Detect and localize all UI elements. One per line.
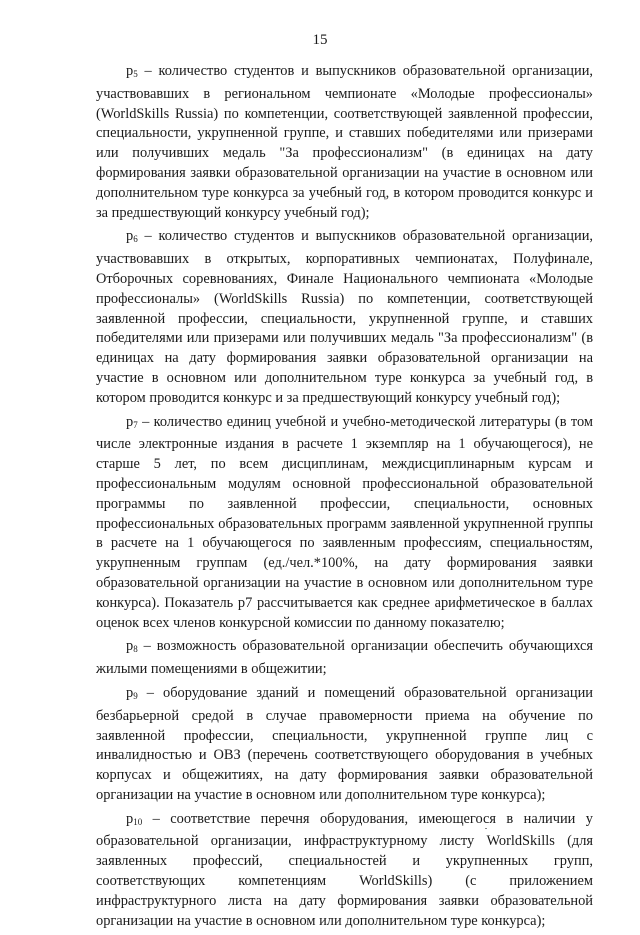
criterion-symbol: p: [126, 810, 134, 827]
criterion-p10: [96, 810, 593, 932]
criterion-symbol: p: [126, 228, 134, 245]
criterion-p5: [96, 62, 593, 223]
criterion-index: 7: [133, 419, 138, 430]
criterion-symbol: p: [126, 684, 134, 701]
criterion-p9: [96, 684, 593, 806]
criterion-p8: [96, 637, 593, 680]
criterion-symbol: p: [126, 63, 134, 79]
criterion-index: 9: [133, 690, 138, 701]
criterion-p6: [96, 227, 593, 408]
criterion-text: – количество единиц учебной и учебно-методической литературы (в том числе электронные издания в расчете 1 экземпляр на 1 обучающегося), не старше 5 лет, по всем дисциплинам, междисциплинарным курсам и профессиональным модулям основной профессиональной образовательной программы по заявленной профессии, специальности, основных профессиональных образовательных программ заявленной укрупненной группы в расчете на 1 обучающегося по заявленным профессиям, специальностям, укрупненным группам (ед./чел.*100%, на дату формирования заявки образовательной организации на участие в основном или дополнительном туре конкурса). Показатель p7 рассчитывается как среднее арифметическое в баллах оценок всех членов конкурсной комиссии по данному показателю;: [96, 413, 593, 631]
document-body: [96, 62, 593, 935]
criterion-text: – количество студентов и выпускников образовательной организации, участвовавших в открытых, корпоративных чемпионатах, Полуфинале, Отборочных соревнованиях, Финале Национального чемпионата «Молодые профессионалы» (WorldSkills Russia) по компетенции, соответствующей заявленной профессии, специальности, укрупненной группе, и ставших победителями или призерами или получивших медаль "За профессионализм" (в единицах на дату формирования заявки образовательной организации на участие в основном или дополнительном туре конкурса за учебный год, в котором проводится конкурс и за предшествующий конкурсу учебный год);: [96, 228, 593, 406]
criterion-index: 6: [133, 234, 138, 245]
criterion-index: 5: [133, 69, 138, 79]
scan-speck: [485, 828, 487, 829]
criterion-text: – количество студентов и выпускников образовательной организации, участвовавших в региональном чемпионате «Молодые профессионалы» (WorldSkills Russia) по компетенции, соответствующей заявленной профессии, специальности, укрупненной группе, и ставших победителями или призерами или получивших медаль "За профессионализм" (в единицах на дату формирования заявки образовательной организации на участие в основном или дополнительном туре конкурса за учебный год, в котором проводится конкурс и за предшествующий конкурсу учебный год);: [96, 63, 593, 221]
criterion-symbol: p: [126, 638, 134, 655]
criterion-text: – оборудование зданий и помещений образовательной организации безбарьерной средой в случае правомерности приема на обучение по заявленной профессии, специальности, укрупненной группе лиц с инвалидностью и ОВЗ (перечень соответствующего оборудования в учебных корпусах и общежитиях, на дату формирования заявки образовательной организации на участие в основном или дополнительном туре конкурса);: [96, 684, 593, 803]
criterion-index: 8: [133, 644, 138, 655]
criterion-text: – соответствие перечня оборудования, имеющегося в наличии у образовательной организации, инфраструктурному листу WorldSkills (для заявленных профессий, специальностей и укрупненных групп, соответствующих компетенциям WorldSkills) (с приложением инфраструктурного листа на дату формирования заявки образовательной организации на участие в основном или дополнительном туре конкурса);: [96, 810, 593, 929]
criterion-text: – возможность образовательной организации обеспечить обучающихся жилыми помещениями в общежитии;: [96, 638, 593, 678]
criterion-p7: [96, 413, 593, 634]
page-number: 15: [312, 32, 328, 48]
criterion-symbol: p: [126, 413, 134, 430]
criterion-index: 10: [133, 816, 143, 827]
